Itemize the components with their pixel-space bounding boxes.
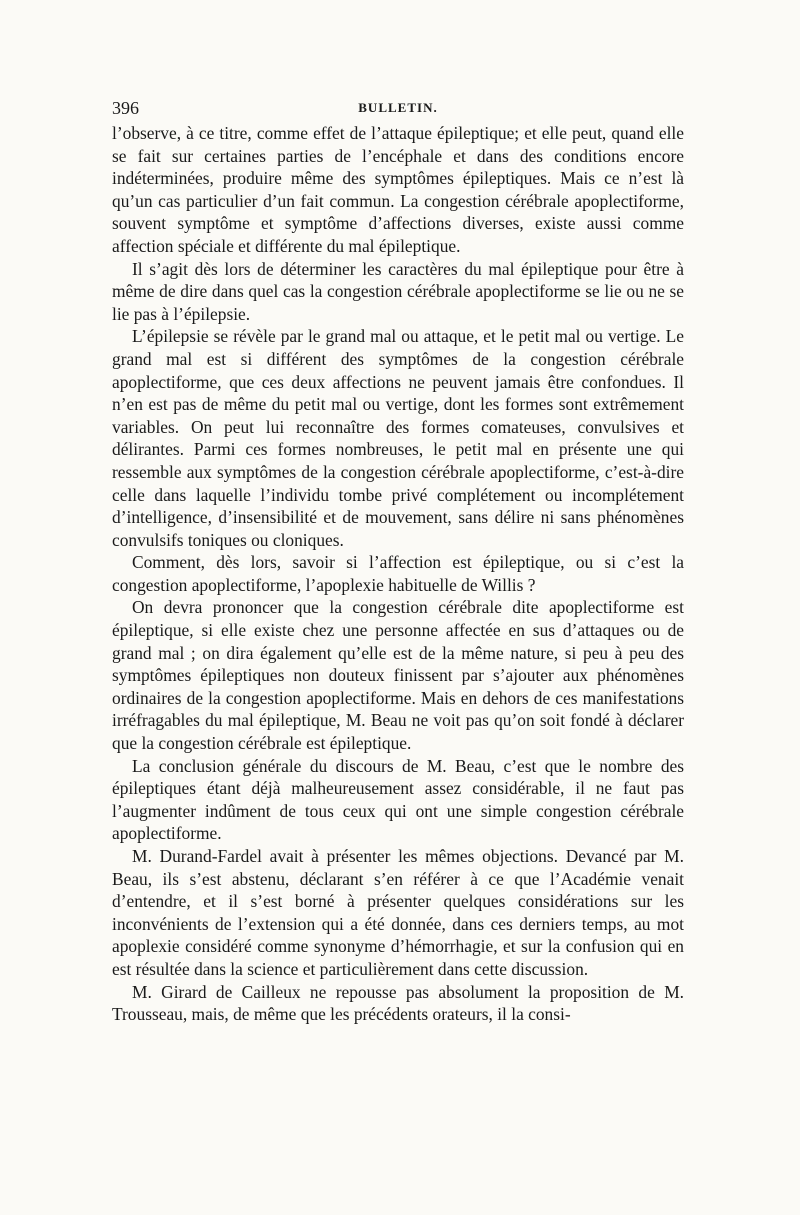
paragraph-1: l’observe, à ce titre, comme effet de l’attaque épileptique; et elle peut, quand elle se fait sur certaines parties de l’encéphale et dans des conditions encore indéterminées, produire même des symptômes épileptiques. Mais ce n’est là qu’un cas particulier d’un fait commun. La congestion cérébrale apoplectiforme, souvent symptôme et symptôme d’affections diverses, existe aussi comme affection spéciale et différente du mal épileptique.	[112, 123, 684, 256]
body-text	[112, 122, 684, 1026]
paragraph-7: M. Durand-Fardel avait à présenter les mêmes objections. Devancé par M. Beau, ils s’est abstenu, déclarant s’en référer à ce que l’Académie venait d’entendre, et il s’est borné à présenter quelques considérations sur les inconvénients de l’extension qui a été donnée, dans ces derniers temps, au mot apoplexie considéré comme synonyme d’hémorrhagie, et sur la confusion qui en est résultée dans la science et particulièrement dans cette discussion.	[112, 846, 684, 979]
page-number: 396	[112, 98, 139, 118]
paragraph-3: L’épilepsie se révèle par le grand mal ou attaque, et le petit mal ou vertige. Le grand mal est si différent des symptômes de la congestion cérébrale apoplectiforme, que ces deux affections ne peuvent jamais être confondues. Il n’en est pas de même du petit mal ou vertige, dont les formes sont extrêmement variables. On peut lui reconnaître des formes comateuses, convulsives et délirantes. Parmi ces formes nombreuses, le petit mal en présente une qui ressemble aux symptômes de la congestion cérébrale apoplectiforme, c’est-à-dire celle dans laquelle l’individu tombe privé complétement ou incomplétement d’intelligence, d’insensibilité et de mouvement, sans délire ni sans phénomènes convulsifs toniques ou cloniques.	[112, 326, 684, 550]
paragraph-8: M. Girard de Cailleux ne repousse pas absolument la proposition de M. Trousseau, mais, de même que les précédents orateurs, il la consi-	[112, 981, 684, 1025]
page-header	[112, 96, 684, 122]
paragraph-5: On devra prononcer que la congestion cérébrale dite apoplectiforme est épileptique, si elle existe chez une personne affectée en sus d’attaques ou de grand mal ; on dira également qu’elle est de la même nature, si peu à peu des symptômes épileptiques non douteux finissent par s’ajouter aux phénomènes ordinaires de la congestion apoplectiforme. Mais en dehors de ces manifestations irréfragables du mal épileptique, M. Beau ne voit pas qu’on soit fondé à déclarer que la congestion cérébrale est épileptique.	[112, 597, 684, 754]
paragraph-4: Comment, dès lors, savoir si l’affection est épileptique, ou si c’est la congestion apoplectiforme, l’apoplexie habituelle de Willis ?	[112, 552, 684, 595]
paragraph-6: La conclusion générale du discours de M. Beau, c’est que le nombre des épileptiques étant déjà malheureusement assez considérable, il ne faut pas l’augmenter indûment de tous ceux qui ont une simple congestion cérébrale apoplectiforme.	[112, 755, 684, 844]
running-title: BULLETIN.	[358, 100, 438, 115]
document-page	[112, 96, 684, 1026]
paragraph-2: Il s’agit dès lors de déterminer les caractères du mal épileptique pour être à même de dire dans quel cas la congestion cérébrale apoplectiforme se lie ou ne se lie pas à l’épilepsie.	[112, 258, 684, 324]
